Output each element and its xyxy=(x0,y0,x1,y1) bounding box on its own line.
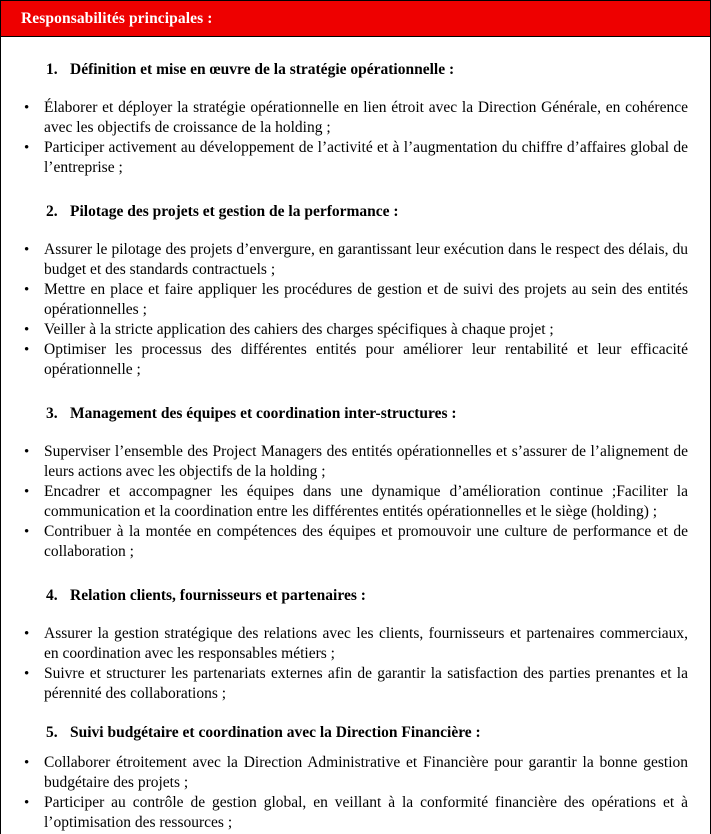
section-title: Suivi budgétaire et coordination avec la Direction Financière : xyxy=(70,724,481,741)
section-number: 1. xyxy=(46,61,58,78)
bullet-icon: • xyxy=(24,342,30,358)
list-item xyxy=(24,98,688,138)
header-title: Responsabilités principales : xyxy=(21,9,213,27)
list-item-text: Collaborer étroitement avec la Direction Administrative et Financière pour garantir la bonne gestion budgétaire des projets ; xyxy=(44,754,688,791)
bullet-icon: • xyxy=(24,524,30,540)
section-heading xyxy=(24,405,688,423)
bullet-list xyxy=(24,624,688,704)
bullet-list xyxy=(24,240,688,380)
bullet-icon: • xyxy=(24,666,30,682)
list-item xyxy=(24,240,688,280)
list-item-text: Veiller à la stricte application des cahiers des charges spécifiques à chaque projet ; xyxy=(44,321,554,338)
section-title: Management des équipes et coordination inter-structures : xyxy=(70,405,457,422)
list-item-text: Contribuer à la montée en compétences des équipes et promouvoir une culture de performance et de collaboration ; xyxy=(44,523,688,560)
bullet-icon: • xyxy=(24,282,30,298)
bullet-icon: • xyxy=(24,795,30,811)
list-item-text: Assurer le pilotage des projets d’envergure, en garantissant leur exécution dans le respect des délais, du budget et des standards contractuels ; xyxy=(44,241,688,278)
list-item-text: Assurer la gestion stratégique des relations avec les clients, fournisseurs et partenaires commerciaux, en coordination avec les responsables métiers ; xyxy=(44,625,688,662)
list-item xyxy=(24,138,688,178)
bullet-icon: • xyxy=(24,100,30,116)
list-item-text: Suivre et structurer les partenariats externes afin de garantir la satisfaction des parties prenantes et la pérennité des collaborations ; xyxy=(44,665,688,702)
list-item-text: Élaborer et déployer la stratégie opérationnelle en lien étroit avec la Direction Générale, en cohérence avec les objectifs de croissance de la holding ; xyxy=(44,99,688,136)
section-title: Définition et mise en œuvre de la stratégie opérationnelle : xyxy=(70,61,455,78)
header-bar xyxy=(1,0,710,37)
list-item-text: Participer activement au développement de l’activité et à l’augmentation du chiffre d’affaires global de l’entreprise ; xyxy=(44,139,688,176)
bullet-list xyxy=(24,442,688,562)
bullet-icon: • xyxy=(24,484,30,500)
bullet-icon: • xyxy=(24,322,30,338)
section-number: 5. xyxy=(46,724,58,741)
document-content xyxy=(1,61,710,833)
section-heading xyxy=(24,61,688,79)
bullet-icon: • xyxy=(24,755,30,771)
list-item xyxy=(24,320,688,340)
list-item-text: Superviser l’ensemble des Project Managers des entités opérationnelles et s’assurer de l’alignement de leurs actions avec les objectifs de la holding ; xyxy=(44,443,688,480)
bullet-icon: • xyxy=(24,242,30,258)
list-item xyxy=(24,753,688,793)
list-item-text: Optimiser les processus des différentes entités pour améliorer leur rentabilité et leur efficacité opérationnelle ; xyxy=(44,341,688,378)
bullet-list xyxy=(24,753,688,833)
section-heading xyxy=(24,724,688,742)
section-number: 3. xyxy=(46,405,58,422)
list-item xyxy=(24,522,688,562)
list-item-text: Encadrer et accompagner les équipes dans une dynamique d’amélioration continue ;Faciliter la communication et la coordination entre les différentes entités opérationnelles et le siège (holding) ; xyxy=(44,483,688,520)
list-item xyxy=(24,624,688,664)
bullet-list xyxy=(24,98,688,178)
list-item xyxy=(24,340,688,380)
section-number: 4. xyxy=(46,587,58,604)
list-item-text: Mettre en place et faire appliquer les procédures de gestion et de suivi des projets au sein des entités opérationnelles ; xyxy=(44,281,688,318)
section-title: Pilotage des projets et gestion de la performance : xyxy=(70,203,399,220)
list-item xyxy=(24,280,688,320)
list-item-text: Participer au contrôle de gestion global, en veillant à la conformité financière des opérations et à l’optimisation des ressources ; xyxy=(44,794,688,831)
bullet-icon: • xyxy=(24,626,30,642)
list-item xyxy=(24,442,688,482)
list-item xyxy=(24,793,688,833)
section-number: 2. xyxy=(46,203,58,220)
list-item xyxy=(24,664,688,704)
section-title: Relation clients, fournisseurs et partenaires : xyxy=(70,587,366,604)
bullet-icon: • xyxy=(24,140,30,156)
bullet-icon: • xyxy=(24,444,30,460)
list-item xyxy=(24,482,688,522)
section-heading xyxy=(24,203,688,221)
section-heading xyxy=(24,587,688,605)
